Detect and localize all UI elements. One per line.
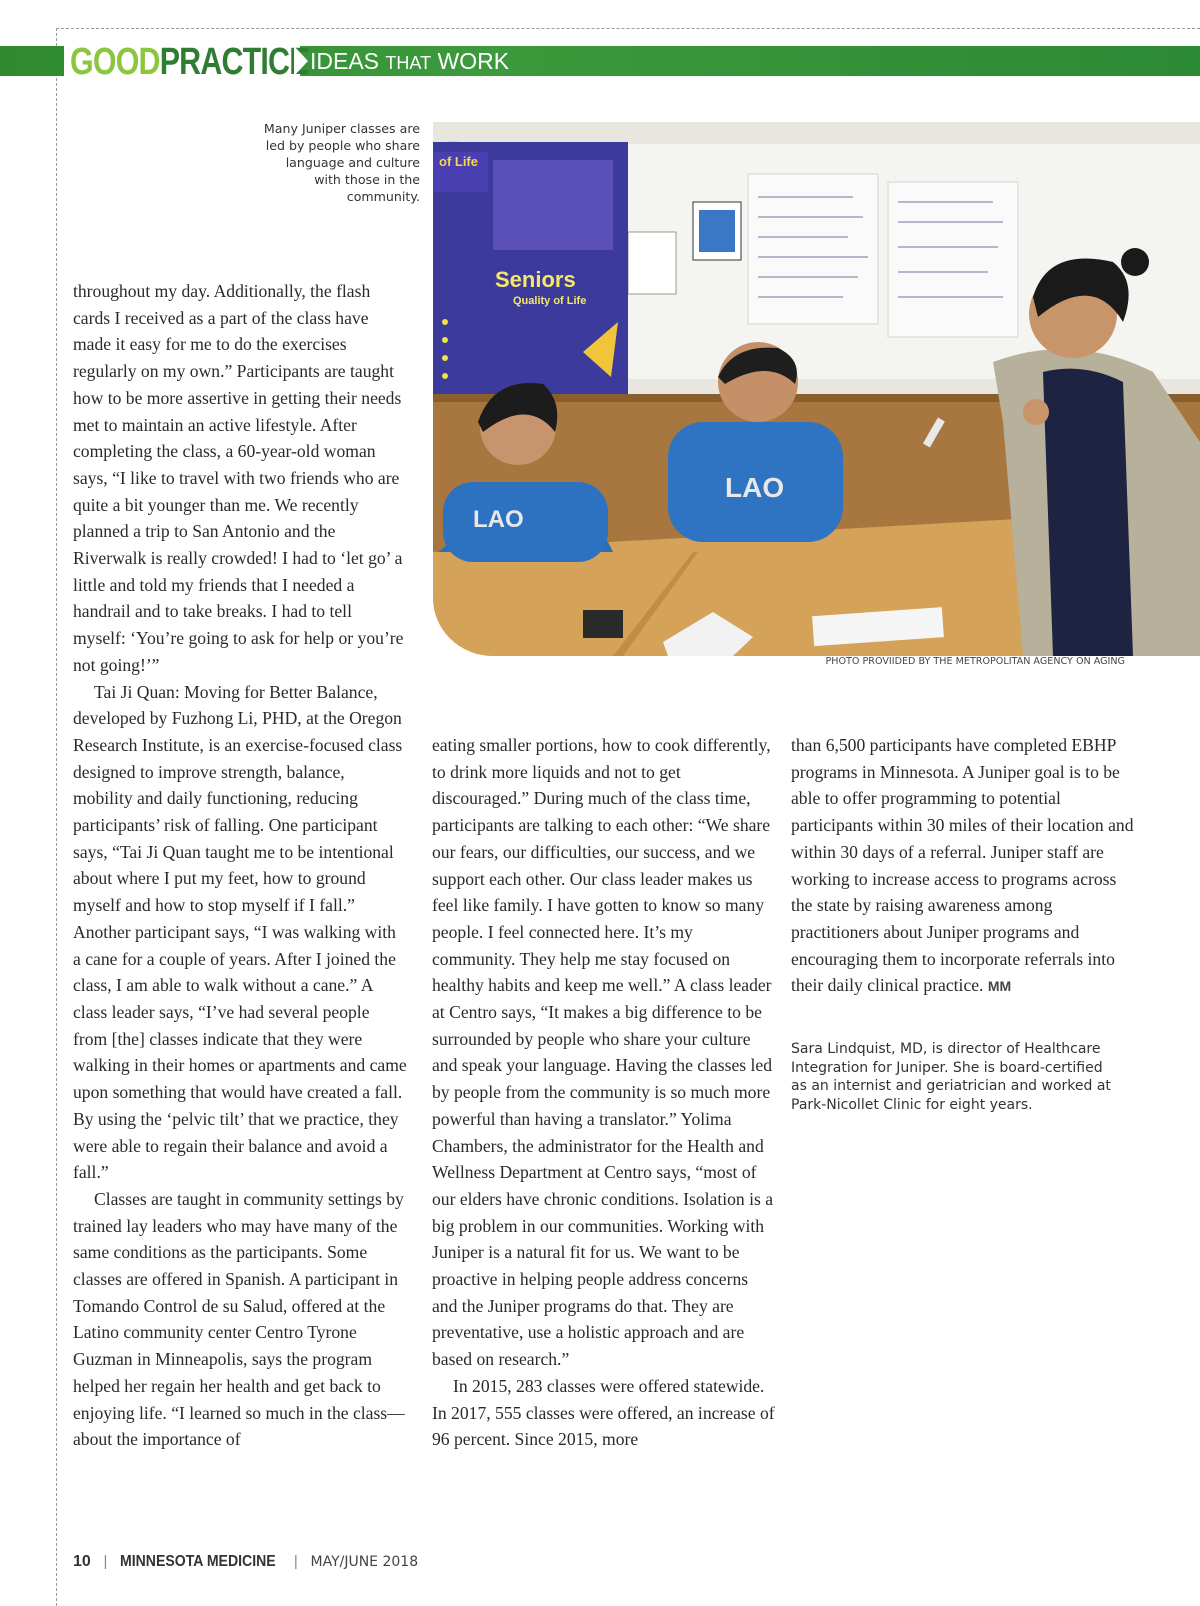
brand-practice: PRACTICE bbox=[159, 41, 309, 83]
section-brand bbox=[70, 42, 309, 82]
banner-arrow-icon bbox=[294, 46, 308, 76]
tagline-that: THAT bbox=[385, 53, 432, 73]
paragraph bbox=[791, 732, 1136, 1000]
brand-good: GOOD bbox=[70, 41, 160, 83]
paragraph: throughout my day. Additionally, the flash cards I received as a part of the class have made it easy for me to do the exercises regularly on my own.” Participants are taught how to be more assertive in getting their needs met to maintain an active lifestyle. After completing the class, a 60-year-old woman says, “I like to travel with two friends who are quite a bit younger than me. We recently planned a trip to San Antonio and the Riverwalk is really crowded! I had to ‘let go’ a little and told my friends that I needed a handrail and to take breaks. I had to tell myself: ‘You’re going to ask for help or you’re not going!’” bbox=[73, 281, 404, 675]
photo-caption: Many Juniper classes are led by people who share language and culture with those in the community. bbox=[263, 121, 420, 204]
page-footer bbox=[73, 1551, 418, 1573]
article-photo bbox=[433, 122, 1200, 656]
svg-text:Seniors: Seniors bbox=[495, 267, 576, 292]
paragraph-text: than 6,500 participants have completed EBHP programs in Minnesota. A Juniper goal is to be able to offer programming to potential participants within 30 miles of their location and within 30 days of a referral. Juniper staff are working to increase access to programs across the state by raising awareness among practitioners about Juniper programs and encouraging them to incorporate referrals into their daily clinical practice. bbox=[791, 735, 1134, 996]
article-column-2 bbox=[432, 732, 777, 1453]
tagline-work: WORK bbox=[437, 48, 510, 74]
paragraph: Tai Ji Quan: Moving for Better Balance, developed by Fuzhong Li, PHD, at the Oregon Research Institute, is an exercise-focused class designed to improve strength, balance, mobility and daily functioning, reducing participants’ risk of falling. One participant says, “Tai Ji Quan taught me to be intentional about where I put my feet, how to ground myself and how to stop myself if I fall.” Another participant says, “I was walking with a cane for a couple of years. After I joined the class, I am able to walk without a cane.” A class leader says, “I’ve had several people from [the] classes indicate that they were walking in their homes or apartments and came upon something that would have created a fall. By using the ‘pelvic tilt’ that we practice, they were able to regain their balance and avoid a fall.” bbox=[73, 681, 407, 1183]
end-mark: MM bbox=[987, 978, 1012, 995]
article-column-3 bbox=[791, 732, 1136, 1000]
paragraph: In 2015, 283 classes were offered statewide. In 2017, 555 classes were offered, an increase of 96 percent. Since 2015, more bbox=[432, 1375, 775, 1450]
section-tagline bbox=[310, 46, 509, 76]
paragraph: eating smaller portions, how to cook differently, to drink more liquids and not to get discouraged.” During much of the class time, participants are talking to each other: “We share our fears, our difficulties, our success, and we support each other. Our class leader makes us feel like family. I have gotten to know so many people. I feel connected here. It’s my community. They help me stay focused on healthy habits and keep me well.” A class leader at Centro says, “It makes a big difference to be surrounded by people who share your culture and speak your language. Having the classes led by people from the community is so much more powerful than having a translator.” Yolima Chambers, the administrator for the Health and Wellness Department at Centro says, “most of our elders have chronic conditions. Isolation is a big problem in our communities. Working with Juniper is a natural fit for us. We want to be proactive in helping people address concerns and the Juniper programs do that. They are preventative, use a holistic approach and are based on research.” bbox=[432, 735, 774, 1370]
footer-separator: | bbox=[293, 1553, 298, 1570]
paragraph: Classes are taught in community settings by trained lay leaders who may have many of the same conditions as the participants. Some classes are offered in Spanish. A participant in Tomando Control de su Salud, offered at the Latino community center Centro Tyrone Guzman in Minneapolis, says the program helped her regain her health and get back to enjoying life. “I learned so much in the class—about the importance of bbox=[73, 1188, 405, 1450]
page-border-top bbox=[56, 28, 1200, 29]
article-column-1 bbox=[73, 278, 408, 1453]
author-bio: Sara Lindquist, MD, is director of Healthcare Integration for Juniper. She is board-certified as an internist and geriatrician and worked at Park-Nicollet Clinic for eight years. bbox=[791, 1041, 1111, 1113]
svg-text:LAO: LAO bbox=[473, 506, 524, 533]
publication-name: MINNESOTA MEDICINE bbox=[120, 1553, 276, 1570]
page-number: 10 bbox=[73, 1553, 91, 1570]
photo-credit: PHOTO PROVIIDED BY THE METROPOLITAN AGENCY ON AGING bbox=[825, 656, 1125, 667]
page-border-left bbox=[56, 28, 57, 1606]
tagline-ideas: IDEAS bbox=[310, 48, 380, 74]
shirt-text: LAO bbox=[725, 472, 785, 503]
issue-date: MAY/JUNE 2018 bbox=[310, 1554, 419, 1570]
svg-text:of Life: of Life bbox=[439, 154, 478, 169]
footer-separator: | bbox=[103, 1553, 108, 1570]
svg-text:Quality of Life: Quality of Life bbox=[513, 295, 587, 307]
poster-title-hidden: Lao Seniors Quality of Life bbox=[447, 142, 459, 143]
